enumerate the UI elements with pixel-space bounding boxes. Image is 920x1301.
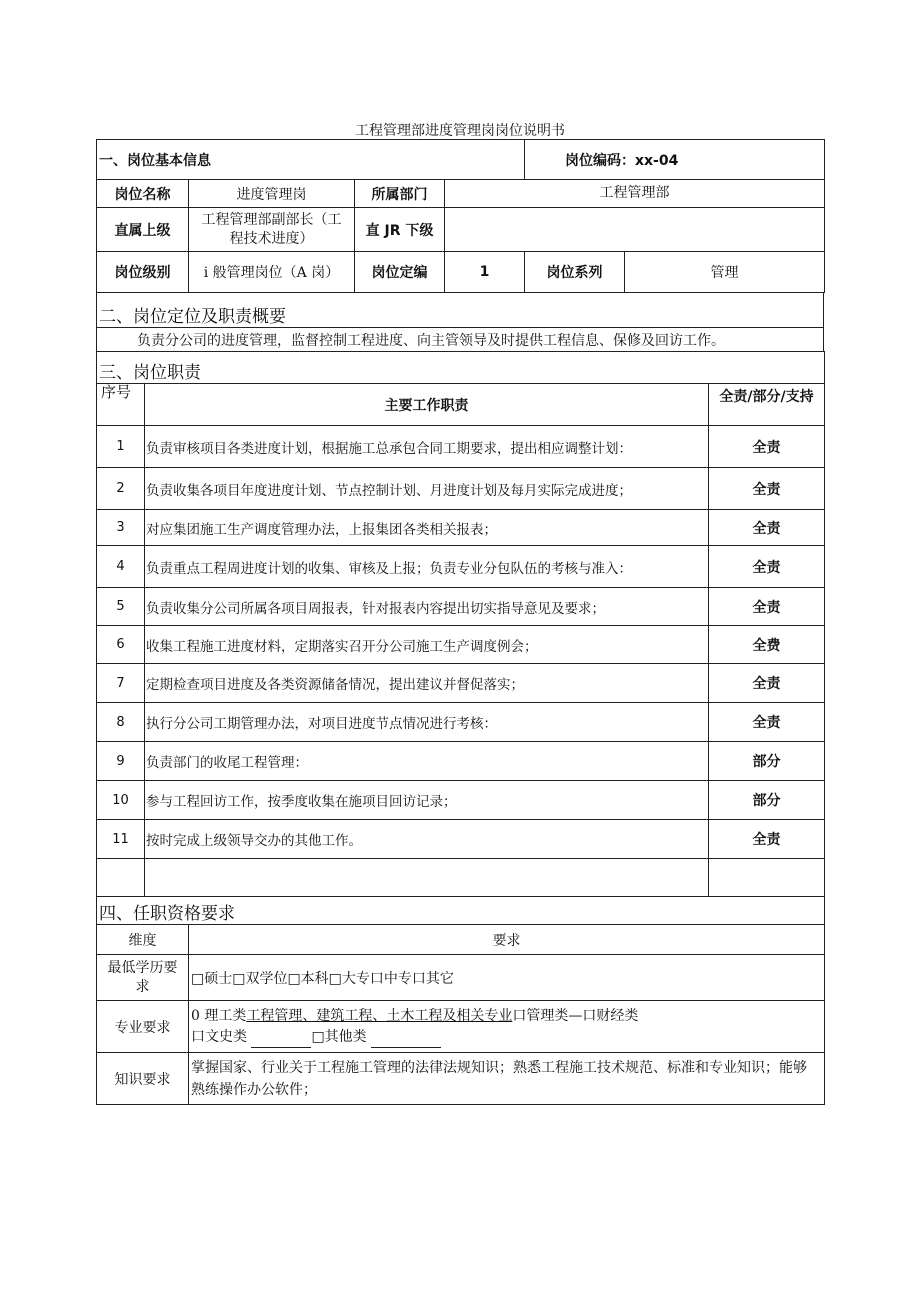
duty-responsibility: 部分 [709,781,825,820]
duty-responsibility: 全责 [709,426,825,468]
duty-text: 定期检查项目进度及各类资源储备情况，提出建议并督促落实； [145,664,709,703]
superior-label: 直属上级 [97,208,189,252]
duty-row [97,626,825,664]
section1-heading: 一、岗位基本信息 [97,140,525,180]
section2-summary: 负责分公司的进度管理，监督控制工程进度、向主管领导及时提供工程信息、保修及回访工作。 [97,328,824,352]
duty-rows [97,426,825,859]
education-label: 最低学历要求 [97,955,189,1001]
duty-no: 3 [97,510,145,546]
duty-text: 按时完成上级领导交办的其他工作。 [145,820,709,859]
level-value: i 般管理岗位（A 岗） [189,252,355,293]
major-label: 专业要求 [97,1001,189,1053]
duty-responsibility: 全责 [709,588,825,626]
subordinate-label: 直 JR 下级 [355,208,445,252]
headcount-label: 岗位定编 [355,252,445,293]
duty-responsibility: 全责 [709,820,825,859]
knowledge-value: 掌握国家、行业关于工程施工管理的法律法规知识；熟悉工程施工技术规范、标准和专业知识；能够熟练操作办公软件； [189,1053,825,1105]
empty-cell [709,859,825,897]
duty-text: 负责审核项目各类进度计划，根据施工总承包合同工期要求，提出相应调整计划： [145,426,709,468]
subordinate-value [445,208,825,252]
headcount-value: 1 [445,252,525,293]
position-code [525,140,825,180]
duty-row [97,703,825,742]
duty-responsibility: 全责 [709,703,825,742]
duty-no: 4 [97,546,145,588]
major-line-2 [191,1027,820,1048]
empty-cell [145,859,709,897]
duty-row [97,468,825,510]
duty-row [97,588,825,626]
duty-no: 1 [97,426,145,468]
duty-responsibility: 全责 [709,546,825,588]
col-header-dimension: 维度 [97,925,189,955]
position-code-label: 岗位编码： [565,152,635,169]
duty-no: 7 [97,664,145,703]
duty-no: 10 [97,781,145,820]
duty-no: 5 [97,588,145,626]
duty-text: 收集工程施工进度材料，定期落实召开分公司施工生产调度例会； [145,626,709,664]
section3-heading: 三、岗位职责 [97,352,825,384]
level-label: 岗位级别 [97,252,189,293]
duty-row [97,546,825,588]
duty-responsibility: 全责 [709,510,825,546]
duty-no: 6 [97,626,145,664]
duty-responsibility: 全责 [709,468,825,510]
col-header-no: 序号 [97,384,145,426]
duty-row [97,781,825,820]
superior-value: 工程管理部副部长（工程技术进度） [189,208,355,252]
major-value [189,1001,825,1053]
blank-line [371,1034,441,1048]
major-line2-a: 口文史类 [191,1028,247,1045]
duty-no: 9 [97,742,145,781]
section4-heading: 四、任职资格要求 [97,897,825,925]
major-line-1 [191,1006,820,1027]
duty-row [97,742,825,781]
duty-text: 负责部门的收尾工程管理： [145,742,709,781]
col-header-requirement: 要求 [189,925,825,955]
series-value: 管理 [625,252,825,293]
section2-heading: 二、岗位定位及职责概要 [97,293,824,328]
duty-no: 2 [97,468,145,510]
blank-line [251,1034,311,1048]
position-name-label: 岗位名称 [97,180,189,208]
duty-text: 参与工程回访工作，按季度收集在施项目回访记录； [145,781,709,820]
department-label: 所属部门 [355,180,445,208]
duty-text: 执行分公司工期管理办法，对项目进度节点情况进行考核： [145,703,709,742]
major-underlined: 工程管理、建筑工程、土木工程及相关专业 [246,1007,513,1024]
duty-text: 负责重点工程周进度计划的收集、审核及上报；负责专业分包队伍的考核与准入： [145,546,709,588]
major-prefix: 0 理工类 [191,1007,247,1024]
summary-table [96,292,824,352]
duty-text: 负责收集各项目年度进度计划、节点控制计划、月进度计划及每月实际完成进度； [145,468,709,510]
job-description-sheet [96,139,824,1105]
department-value: 工程管理部 [445,180,825,208]
education-value: □硕士□双学位□本科□大专口中专口其它 [189,955,825,1001]
col-header-resp: 全责/部分/支持 [709,384,825,426]
duty-no: 8 [97,703,145,742]
col-header-duty: 主要工作职责 [145,384,709,426]
position-name-value: 进度管理岗 [189,180,355,208]
duty-row [97,664,825,703]
duty-responsibility: 全费 [709,626,825,664]
duty-no: 11 [97,820,145,859]
duty-row [97,820,825,859]
duty-text: 对应集团施工生产调度管理办法，上报集团各类相关报表； [145,510,709,546]
knowledge-label: 知识要求 [97,1053,189,1105]
major-line2-b: □其他类 [311,1028,367,1045]
position-code-value: xx-04 [635,152,679,169]
qualification-table [96,896,825,1105]
duty-responsibility: 全责 [709,664,825,703]
duty-responsibility: 部分 [709,742,825,781]
empty-row [97,859,825,897]
duty-row [97,510,825,546]
empty-cell [97,859,145,897]
document-title: 工程管理部进度管理岗岗位说明书 [355,123,565,139]
duty-row [97,426,825,468]
major-suffix: 口管理类—口财经类 [512,1007,639,1024]
basic-info-table [96,139,825,293]
duty-text: 负责收集分公司所属各项目周报表，针对报表内容提出切实指导意见及要求； [145,588,709,626]
series-label: 岗位系列 [525,252,625,293]
duties-table [96,351,825,897]
